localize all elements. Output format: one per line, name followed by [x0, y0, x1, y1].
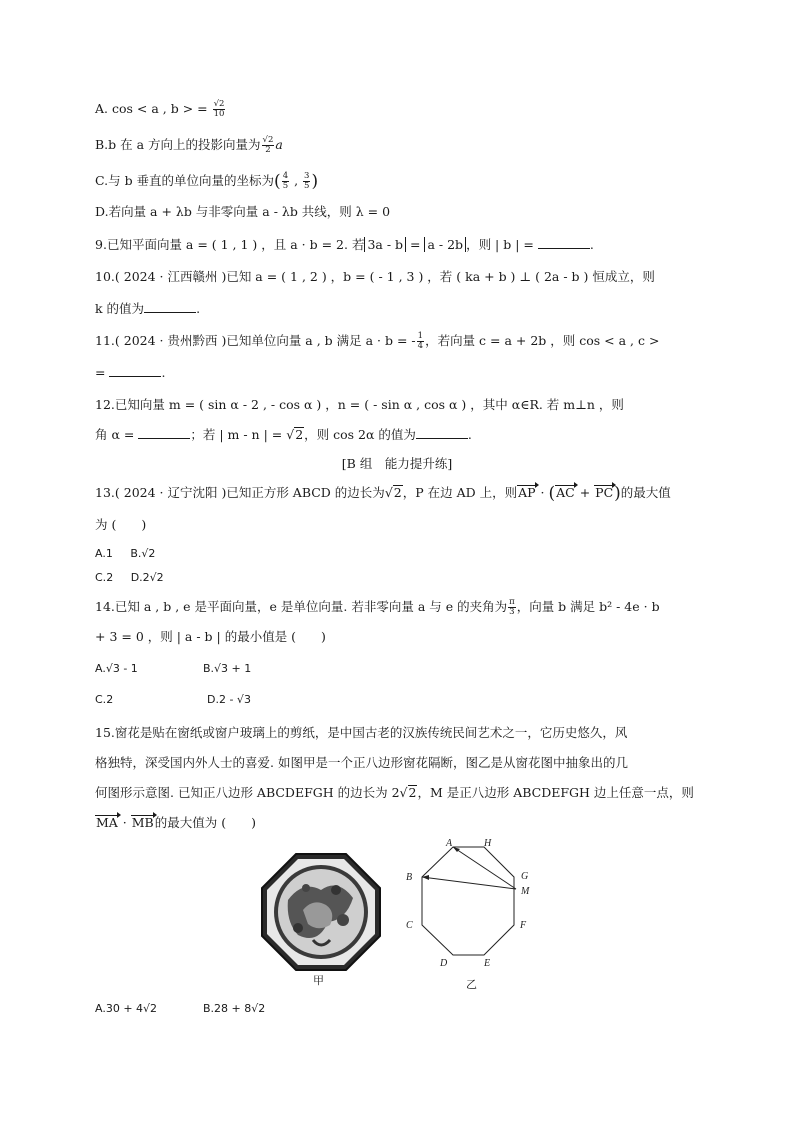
section-title: [B 组 能力提升练] — [341, 456, 453, 471]
question-12-line2: 角 α = ；若 | m - n | = √2，则 cos 2α 的值为 . — [95, 427, 472, 442]
question-9: 9.已知平面向量 a = ( 1 , 1 ) ，且 a · b = 2. 若 3a - b = a - 2b ，则 | b | = . — [95, 237, 594, 252]
q14-options-row2: C.2 D.2 - √3 — [95, 693, 251, 706]
octagon-diagram — [396, 836, 546, 986]
vertex-e: E — [484, 958, 491, 969]
question-14: 14.已知 a , b , e 是平面向量，e 是单位向量. 若非零向量 a 与 e 的夹角为 $\frac{\pi}{3}$ ，向量 b 满足 b² - 4e · b — [95, 597, 660, 617]
answer-blank[interactable] — [416, 426, 468, 439]
question-10-line2: k 的值为 . — [95, 301, 201, 316]
q13-options-row1: A.1 B.√2 — [95, 547, 156, 560]
vertex-g: G — [521, 871, 529, 882]
vertex-c: C — [406, 920, 413, 931]
q8-option-a: A. cos < a , b > = $\frac{√2}{10}$ — [95, 99, 225, 119]
question-13-line2: 为 ( ) — [95, 517, 147, 532]
answer-blank[interactable] — [538, 236, 590, 249]
figure-caption-yi: 乙 — [466, 978, 477, 991]
q8-option-c: C.与 b 垂直的单位向量的坐标为( $\frac{4}{5}$ , $\frac{3}{5}$ ) — [95, 171, 319, 192]
vertex-a: A — [446, 838, 453, 849]
question-15: 15.窗花是贴在窗纸或窗户玻璃上的剪纸，是中国古老的汉族传统民间艺术之一，它历史悠久，风 — [95, 725, 628, 740]
q8-option-b: B.b 在 a 方向上的投影向量为 $\frac{√2}{2}$ a — [95, 135, 283, 155]
question-15-line4: MA · MB的最大值为 ( ) — [96, 815, 256, 830]
q8-option-d: D.若向量 a + λb 与非零向量 a - λb 共线，则 λ = 0 — [95, 204, 391, 219]
vertex-f: F — [520, 920, 527, 931]
question-10: 10.( 2024 · 江西赣州 )已知 a = ( 1 , 2 ) ，b = ( - 1 , 3 ) ，若 ( ka + b ) ⊥ ( 2a - b ) 恒成立，则 — [95, 269, 655, 284]
answer-blank[interactable] — [109, 364, 161, 377]
window-flower-image — [258, 850, 384, 972]
answer-blank[interactable] — [138, 426, 190, 439]
vertex-h: H — [484, 838, 492, 849]
question-15-line3: 何图形示意图. 已知正八边形 ABCDEFGH 的边长为 2√2，M 是正八边形 ABCDEFGH 边上任意一点，则 — [95, 785, 694, 800]
q13-options-row2: C.2 D.2√2 — [95, 571, 164, 584]
question-11-line2: = . — [95, 365, 166, 380]
question-13: 13.( 2024 · 辽宁沈阳 )已知正方形 ABCD 的边长为√2，P 在边 AD 上，则AP · (AC + PC)的最大值 — [95, 483, 671, 504]
answer-blank[interactable] — [144, 300, 196, 313]
question-12: 12.已知向量 m = ( sin α - 2 , - cos α ) ，n = ( - sin α , cos α ) ，其中 α∈R. 若 m⊥n ，则 — [95, 397, 624, 412]
vertex-d: D — [440, 958, 448, 969]
question-14-line2: + 3 = 0 ，则 | a - b | 的最小值是 ( ) — [95, 629, 326, 644]
figure-caption-jia: 甲 — [313, 974, 324, 987]
q15-options-row1: A.30 + 4√2 B.28 + 8√2 — [95, 1002, 266, 1015]
vertex-b: B — [406, 872, 413, 883]
vertex-m: M — [521, 886, 530, 897]
q14-options-row1: A.√3 - 1 B.√3 + 1 — [95, 662, 252, 675]
question-11: 11.( 2024 · 贵州黔西 )已知单位向量 a , b 满足 a · b = - $\frac{1}{4}$ ，若向量 c = a + 2b ，则 cos < a , c > — [95, 331, 660, 351]
question-15-line2: 格独特，深受国内外人士的喜爱. 如图甲是一个正八边形窗花隔断，图乙是从窗花图中抽象出的几 — [95, 755, 628, 770]
